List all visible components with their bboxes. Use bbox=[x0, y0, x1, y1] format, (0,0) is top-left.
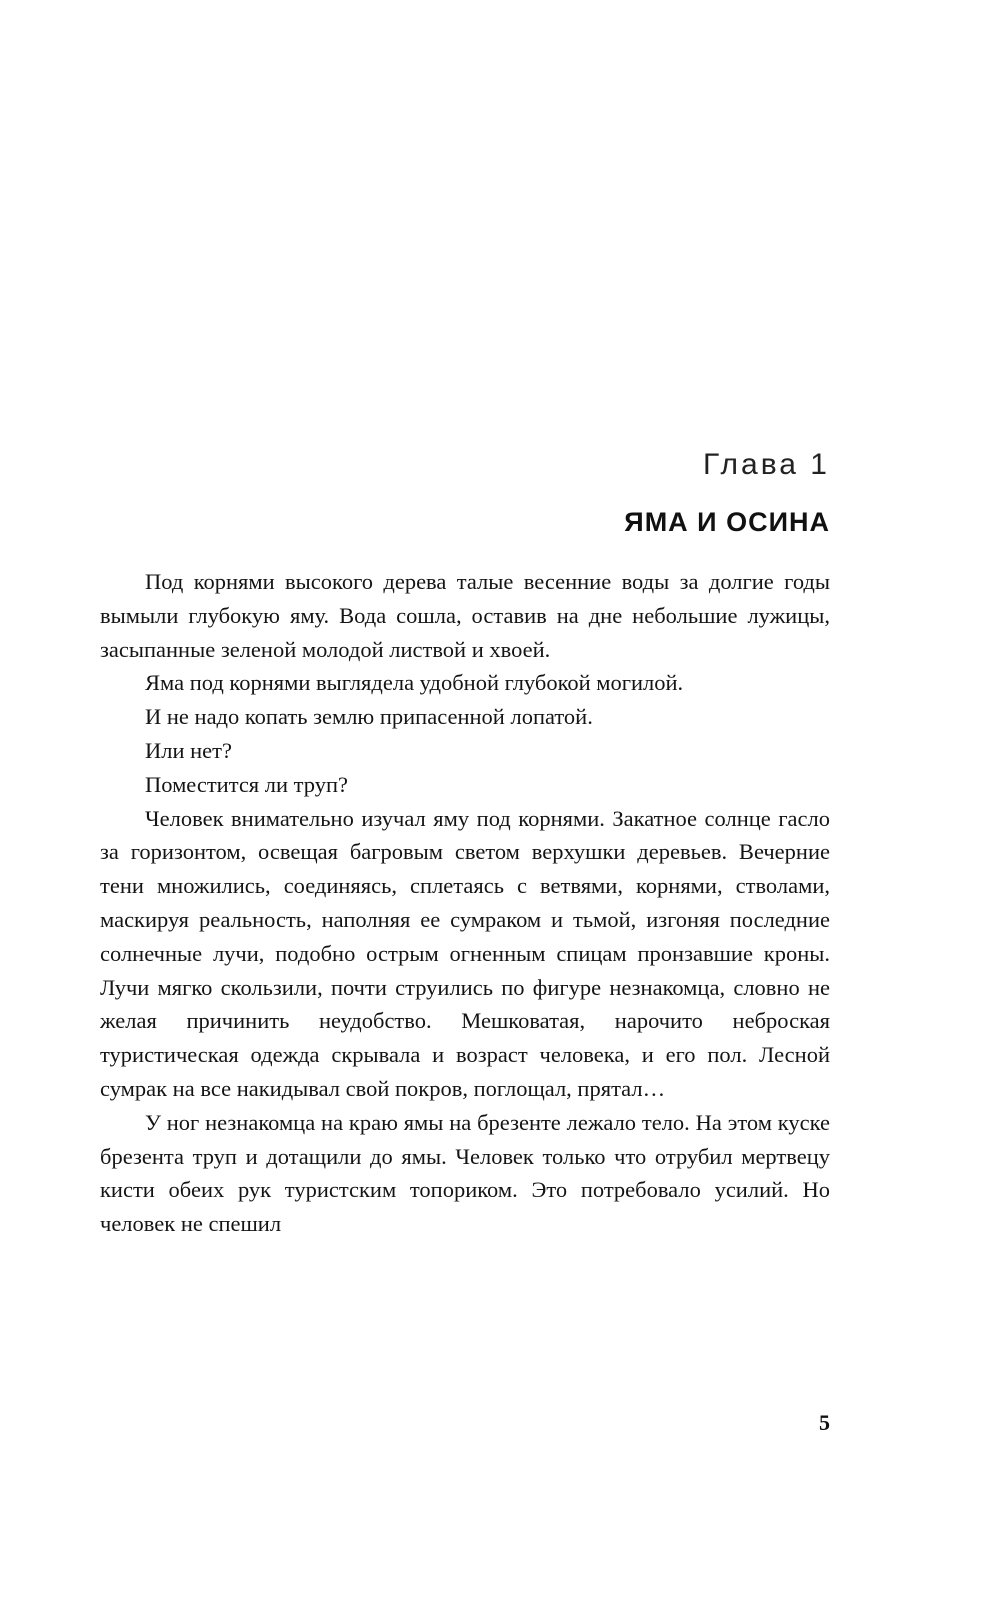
paragraph: Яма под корнями выглядела удобной глубокой могилой. bbox=[145, 670, 684, 696]
paragraph: И не надо копать землю припасенной лопатой. bbox=[145, 704, 593, 730]
body-text bbox=[100, 565, 830, 1241]
page-number: 5 bbox=[819, 1410, 830, 1435]
chapter-title: ЯМА И ОСИНА bbox=[624, 507, 830, 537]
chapter-heading bbox=[100, 448, 830, 538]
paragraph: У ног незнакомца на краю ямы на брезенте лежало тело. На этом куске брезента труп и дотащили до ямы. Человек только что отрубил мертвецу кисти обеих рук туристским топориком. Это потребовало усилий. Но человек не спешил bbox=[100, 1109, 830, 1237]
paragraph: Под корнями высокого дерева талые весенние воды за долгие годы вымыли глубокую яму. Вода сошла, оставив на дне небольшие лужицы, засыпанные зеленой молодой листвой и хвоей. bbox=[100, 569, 830, 662]
paragraph: Поместится ли труп? bbox=[145, 771, 349, 797]
chapter-number: Глава 1 bbox=[702, 448, 830, 481]
paragraph: Или нет? bbox=[145, 737, 232, 763]
paragraph: Человек внимательно изучал яму под корнями. Закатное солнце гасло за горизонтом, освещая багровым светом верхушки деревьев. Вечерние тени множились, соединяясь, сплетаясь с ветвями, корнями, стволами, маскируя реальность, наполняя ее сумраком и тьмой, изгоняя последние солнечные лучи, подобно острым огненным спицам пронзавшие кроны. Лучи мягко скользили, почти струились по фигуре незнакомца, словно не желая причинить неудобство. Мешковатая, нарочито неброская туристическая одежда скрывала и возраст человека, и его пол. Лесной сумрак на все накидывал свой покров, поглощал, прятал… bbox=[100, 805, 830, 1101]
